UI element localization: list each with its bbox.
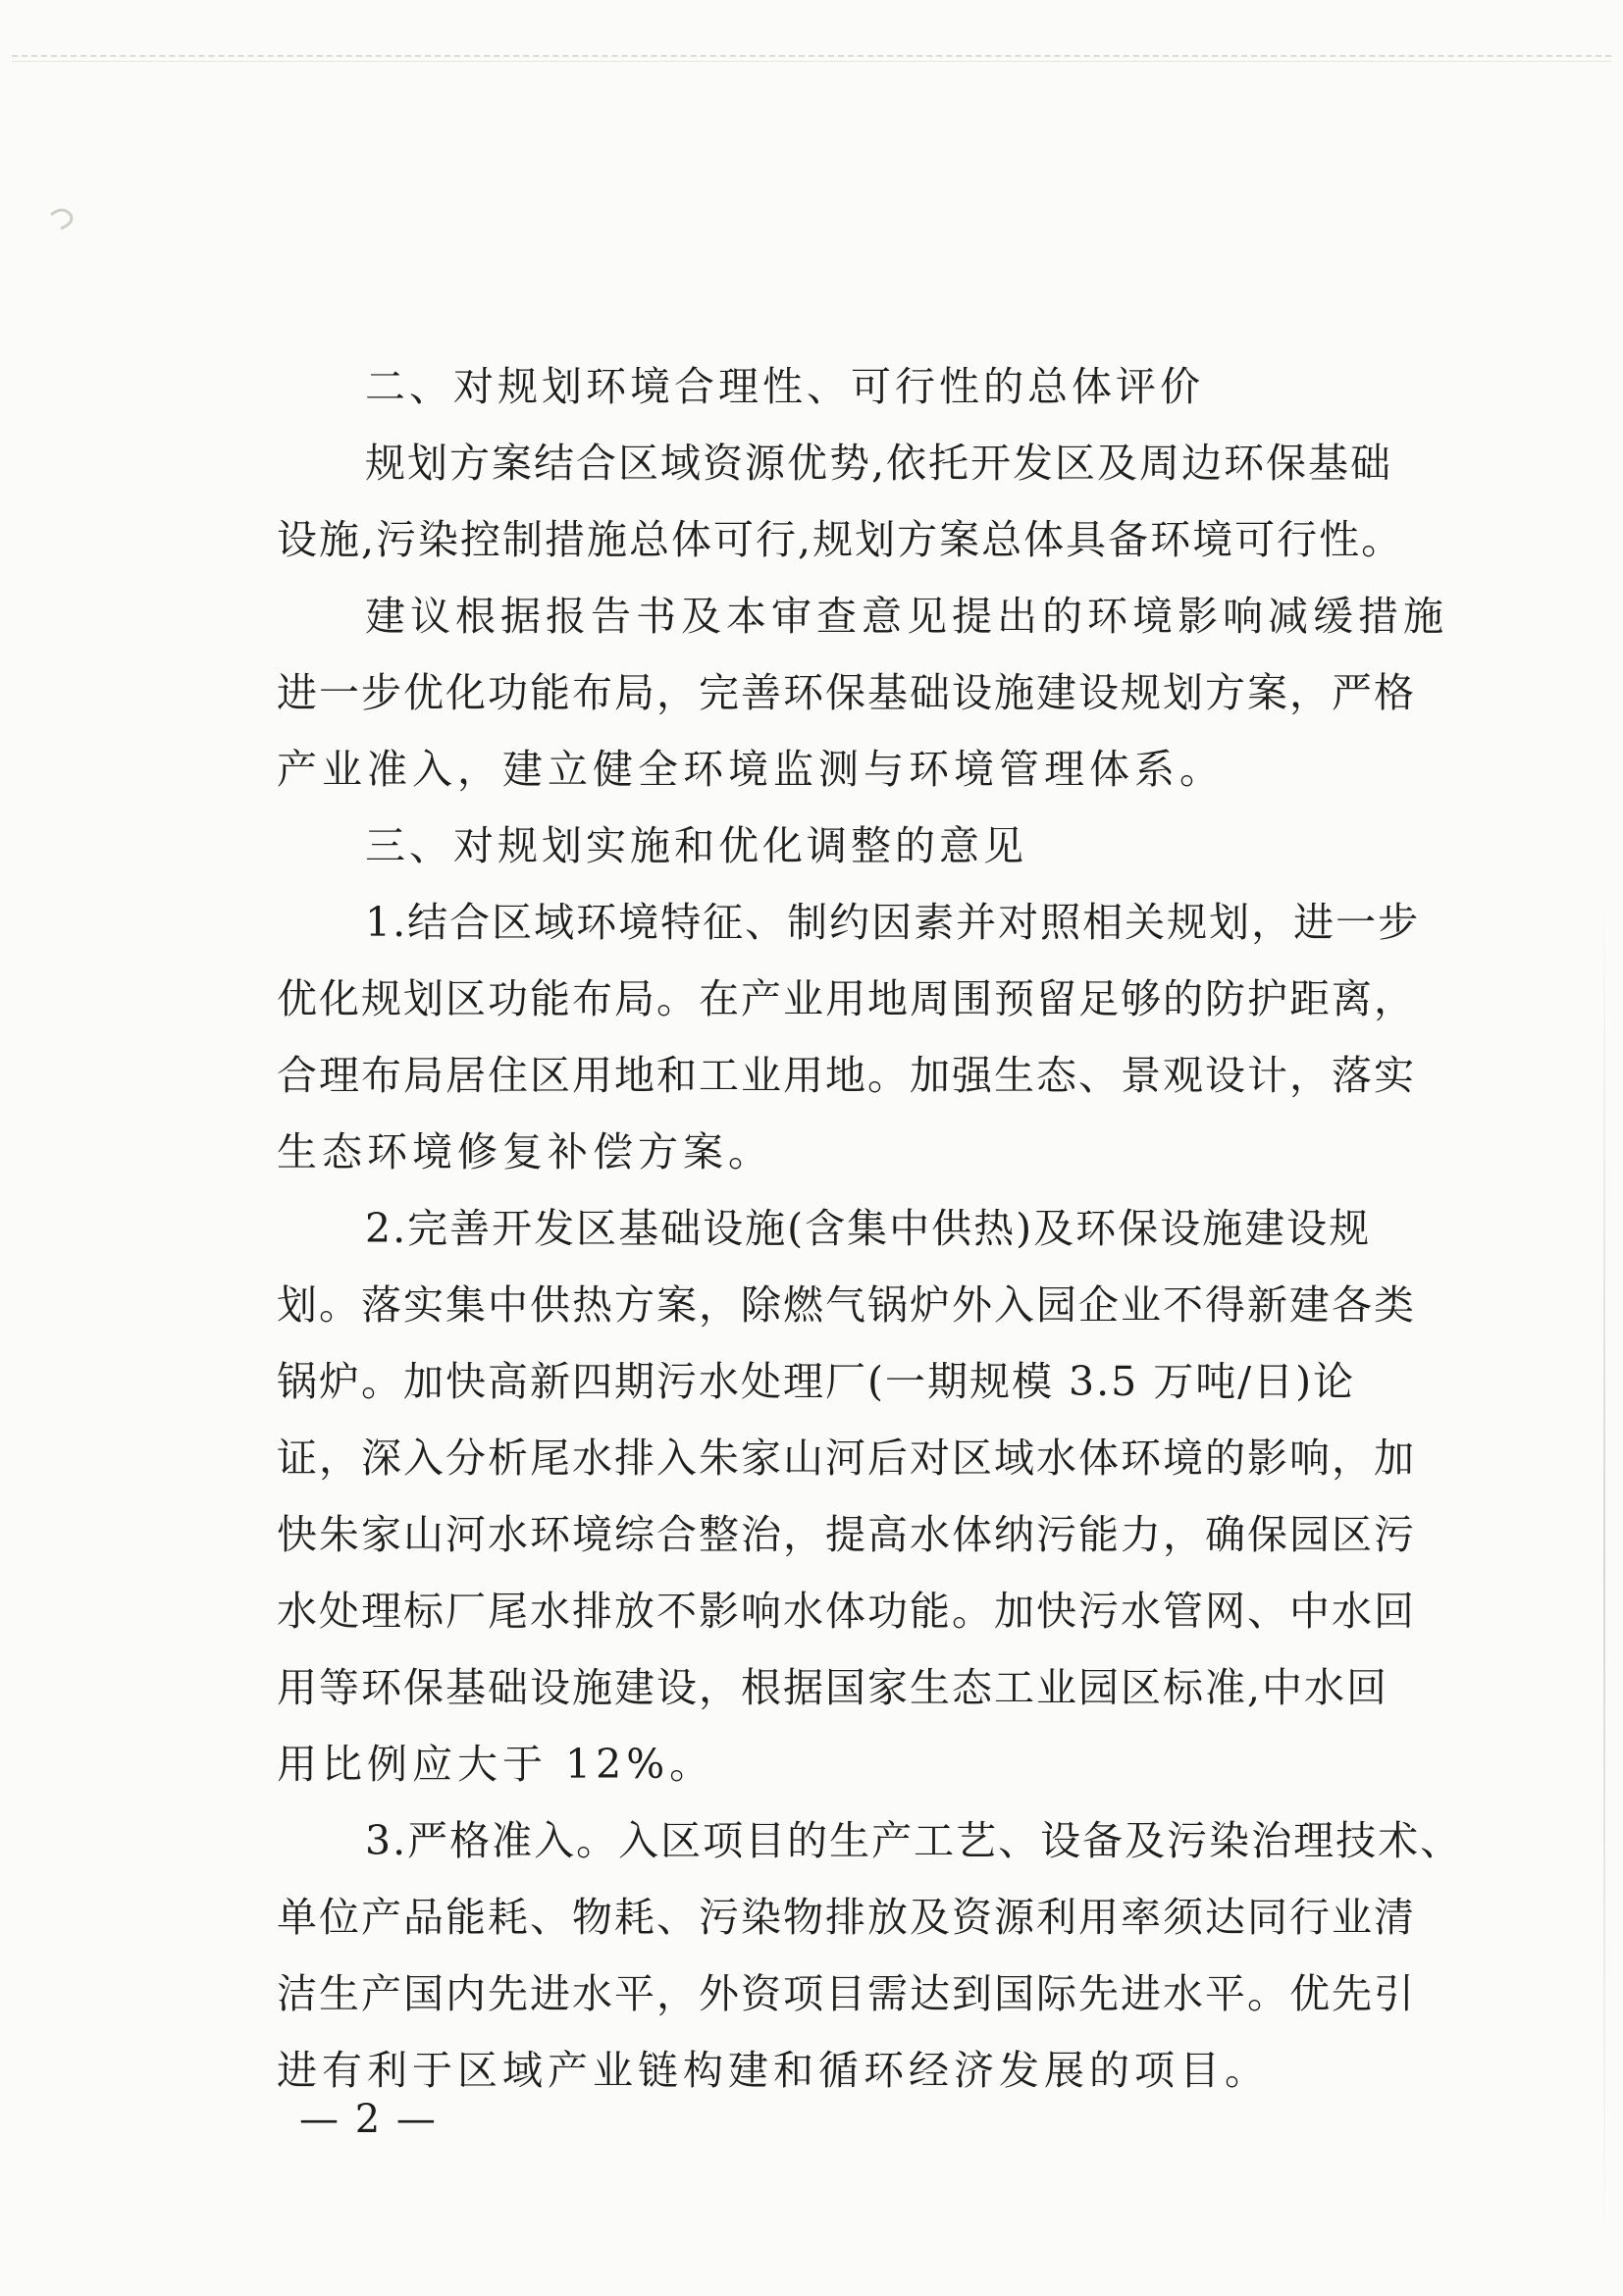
paragraph-line: 用比例应大于 12%。: [277, 1741, 715, 1788]
paragraph-line: 快朱家山河水环境综合整治，提高水体纳污能力，确保园区污: [277, 1511, 1416, 1558]
paragraph-line: 锅炉。加快高新四期污水处理厂(一期规模 3.5 万吨/日)论: [277, 1358, 1356, 1405]
paragraph-line: 进一步优化功能布局，完善环保基础设施建设规划方案，严格: [277, 669, 1416, 716]
paragraph-line: 优化规划区功能布局。在产业用地周围预留足够的防护距离，: [277, 975, 1416, 1022]
paragraph-line: 单位产品能耗、物耗、污染物排放及资源利用率须达同行业清: [277, 1894, 1416, 1941]
paragraph-line: 规划方案结合区域资源优势,依托开发区及周边环保基础: [365, 440, 1393, 487]
paragraph-line: 设施,污染控制措施总体可行,规划方案总体具备环境可行性。: [277, 516, 1404, 563]
paragraph-line: 3.严格准入。入区项目的生产工艺、设备及污染治理技术、: [365, 1817, 1463, 1864]
paragraph-line: 1.结合区域环境特征、制约因素并对照相关规划，进一步: [365, 899, 1421, 946]
paragraph-line: 水处理标厂尾水排放不影响水体功能。加快污水管网、中水回: [277, 1588, 1416, 1635]
paragraph-line: 2.完善开发区基础设施(含集中供热)及环保设施建设规: [365, 1205, 1372, 1252]
document-body: [277, 348, 1463, 2109]
scan-top-edge: [12, 55, 1611, 57]
paragraph-line: 合理布局居住区用地和工业用地。加强生态、景观设计，落实: [277, 1052, 1416, 1099]
paragraph-line: 洁生产国内先进水平，外资项目需达到国际先进水平。优先引: [277, 1970, 1416, 2017]
paragraph-line: 生态环境修复补偿方案。: [277, 1128, 773, 1175]
scan-artifact-mark: [45, 201, 84, 240]
scan-right-edge: [1603, 883, 1605, 2257]
paragraph-line: 划。落实集中供热方案，除燃气锅炉外入园企业不得新建各类: [277, 1281, 1416, 1329]
paragraph-line: 产业准入，建立健全环境监测与环境管理体系。: [277, 746, 1225, 793]
paragraph-line: 用等环保基础设施建设，根据国家生态工业园区标准,中水回: [277, 1664, 1389, 1711]
paragraph-line: 进有利于区域产业链构建和循环经济发展的项目。: [277, 2047, 1270, 2094]
page-number: — 2 —: [299, 2097, 438, 2142]
scan-top-edge-inner: [12, 61, 1611, 62]
section-heading-3: 三、对规划实施和优化调整的意见: [365, 822, 1027, 869]
paragraph-line: 证，深入分析尾水排入朱家山河后对区域水体环境的影响，加: [277, 1435, 1416, 1482]
section-heading-2: 二、对规划环境合理性、可行性的总体评价: [365, 363, 1204, 410]
paragraph-line: 建议根据报告书及本审查意见提出的环境影响减缓措施: [365, 593, 1448, 640]
